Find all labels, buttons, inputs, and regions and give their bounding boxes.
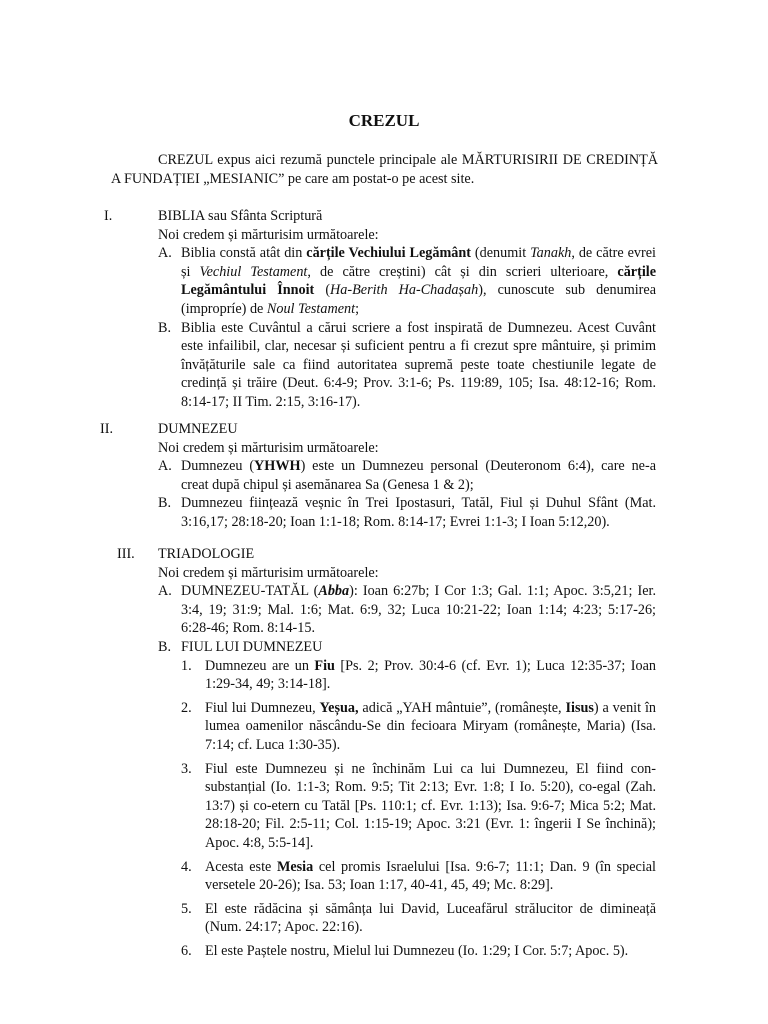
section-lead: Noi credem și mărturisim următoarele: — [158, 439, 379, 456]
item-bold: Yeșua, — [319, 699, 359, 716]
sub-list-item — [181, 760, 656, 853]
item-text: (denumit — [470, 245, 531, 262]
item-text: ), cunoscute sub denumirea (impropríe) de — [181, 282, 656, 317]
item-italic: Noul Testament — [266, 300, 356, 317]
item-text: ): Ioan 6:27b; I Cor 1:3; Gal. 1:1; Apoc. 3:5,21; Ier. 3:4, 19; 31:9; Mal. 1:6; Mat. 6:9, 32; Luca 10:21-22; Ioan 1:14; 4:23; 5:17-26; 6:28-46; Rom. 8:14-15. — [181, 583, 656, 637]
item-italic: Vechiul Testament — [199, 263, 308, 280]
item-text: Dumnezeu ființează veșnic în Trei Ipostasuri, Tatăl, Fiul și Duhul Sfânt (Mat. 3:16,17; 28:18-20; Ioan 1:1-18; Rom. 8:14-17; Evrei 1:1-3; I Ioan 5:12,20). — [181, 495, 656, 530]
section-body — [158, 545, 656, 960]
item-text: ( — [314, 282, 331, 299]
item-bold: YHWH — [254, 458, 301, 475]
item-text: Biblia este Cuvântul a cărui scriere a fost inspirată de Dumnezeu. Acest Cuvânt este infailibil, clar, necesar și suficient pentru a fi crezut spre mântuire, și primim învățăturile sale ca fiind autoritatea supremă peste toate chestiunile legate de credință și trăire (Deut. 6:4-9; Prov. 3:1-6; Ps. 119:89, 105; Isa. 48:12-16; Rom. 8:14-17; II Tim. 2:15, 3:16-17). — [181, 319, 656, 410]
item-text: [Ps. 2; Prov. 30:4-6 (cf. Evr. 1); Luca 12:35-37; Ioan 1:29-34, 49; 3:14-18]. — [205, 657, 656, 693]
item-marker: B. — [158, 638, 172, 655]
item-text: Dumnezeu ( — [181, 458, 255, 475]
list-item — [158, 457, 656, 494]
item-text: DUMNEZEU-TATĂL ( — [181, 583, 319, 600]
item-italic: Tanakh — [530, 245, 572, 262]
section-lead: Noi credem și mărturisim următoarele: — [158, 564, 379, 581]
sub-list-item — [181, 858, 656, 895]
item-text: ; — [355, 300, 360, 317]
item-italic: Ha-Berith Ha-Chadașah — [330, 282, 479, 299]
sub-list-item — [181, 699, 656, 755]
item-text: ) a venit în lumea oamenilor născându-Se din fecioara Miryam (românește, Maria) (Isa. 7:14; cf. Luca 1:30-35). — [205, 699, 656, 753]
item-text: cel promis Israelului [Isa. 9:6-7; 11:1; Dan. 9 (în special versetele 20-26); Isa. 53; Ioan 1:17, 40-41, 45, 49; Mc. 8:29]. — [205, 858, 656, 894]
sub-marker: 4. — [181, 858, 192, 875]
sub-marker: 2. — [181, 699, 192, 716]
list-item — [158, 494, 656, 531]
section-title: BIBLIA sau Sfânta Scriptură — [158, 208, 323, 224]
list-item — [158, 638, 656, 657]
section-number: I. — [104, 208, 113, 224]
item-text: Acesta este — [205, 858, 277, 875]
item-marker: B. — [158, 495, 172, 512]
sub-list-item — [181, 657, 656, 694]
item-text: El este rădăcina și sămânța lui David, Luceafărul strălucitor de dimineață (Num. 24:17; Apoc. 22:16). — [205, 900, 656, 936]
item-text: ) este un Dumnezeu personal (Deuteronom 6:4), care ne-a creat după chipul și asemănarea Sa (Genesa 1 & 2); — [181, 458, 656, 493]
item-marker: A. — [158, 458, 172, 475]
section-lead: Noi credem și mărturisim următoarele: — [158, 226, 379, 243]
item-bold: Iisus — [565, 699, 594, 716]
item-marker: A. — [158, 583, 172, 600]
intro-paragraph: CREZUL expus aici rezumă punctele principale ale MĂRTURISIRII DE CREDINȚĂ A FUNDAȚIEI „MESIANIC” pe care am postat-o pe acest site. — [111, 152, 658, 187]
item-text: adică „YAH mântuie”, (românește, — [358, 699, 566, 716]
item-text: Dumnezeu are un — [205, 657, 315, 674]
section-title: DUMNEZEU — [158, 421, 238, 437]
item-text: Fiul este Dumnezeu și ne închinăm Lui ca lui Dumnezeu, El fiind con-substanțial (Io. 1:1-3; Rom. 9:5; Tit 2:13; Evr. 1:8; I Io. 5:20), co-egal (Zah. 13:7) și co-etern cu Tatăl [Ps. 110:1; cf. Evr. 1:13); Isa. 9:6-7; Mica 5:2; Mat. 28:18-20; Fil. 2:5-11; Col. 1:15-19; Apoc. 3:21 (Evr. 1: îngerii I Se închină); Apoc. 4:8, 5:5-14]. — [205, 760, 656, 851]
item-text: Fiul lui Dumnezeu, — [205, 699, 320, 716]
item-marker: A. — [158, 245, 172, 262]
section-body — [158, 420, 656, 532]
page-title: CREZUL — [348, 111, 420, 130]
item-bold-italic: Abba — [318, 583, 350, 600]
item-bold: Mesia — [276, 858, 314, 875]
item-bold: cărțile Legământului Înnoit — [181, 263, 656, 299]
section-title: TRIADOLOGIE — [158, 546, 255, 562]
item-text: FIUL LUI DUMNEZEU — [181, 638, 323, 655]
item-text: El este Paștele nostru, Mielul lui Dumnezeu (Io. 1:29; I Cor. 5:7; Apoc. 5). — [205, 942, 629, 959]
section-number: II. — [100, 421, 113, 437]
item-bold: cărțile Vechiului Legământ — [306, 245, 471, 262]
list-item — [158, 244, 656, 318]
sub-marker: 6. — [181, 942, 192, 959]
sub-list-item — [181, 942, 656, 961]
sub-marker: 3. — [181, 760, 192, 777]
section-body — [158, 207, 656, 412]
item-text: Biblia constă atât din — [181, 245, 307, 262]
item-text: , de către evrei și — [181, 245, 656, 280]
item-bold: Fiu — [314, 657, 335, 674]
item-text: , de către creștini) cât și din scrieri ulterioare, — [307, 263, 618, 280]
sub-marker: 5. — [181, 900, 192, 917]
item-marker: B. — [158, 319, 172, 336]
list-item — [158, 319, 656, 412]
sub-marker: 1. — [181, 657, 192, 674]
sub-list-item — [181, 900, 656, 937]
list-item — [158, 582, 656, 638]
section-number: III. — [117, 546, 135, 562]
